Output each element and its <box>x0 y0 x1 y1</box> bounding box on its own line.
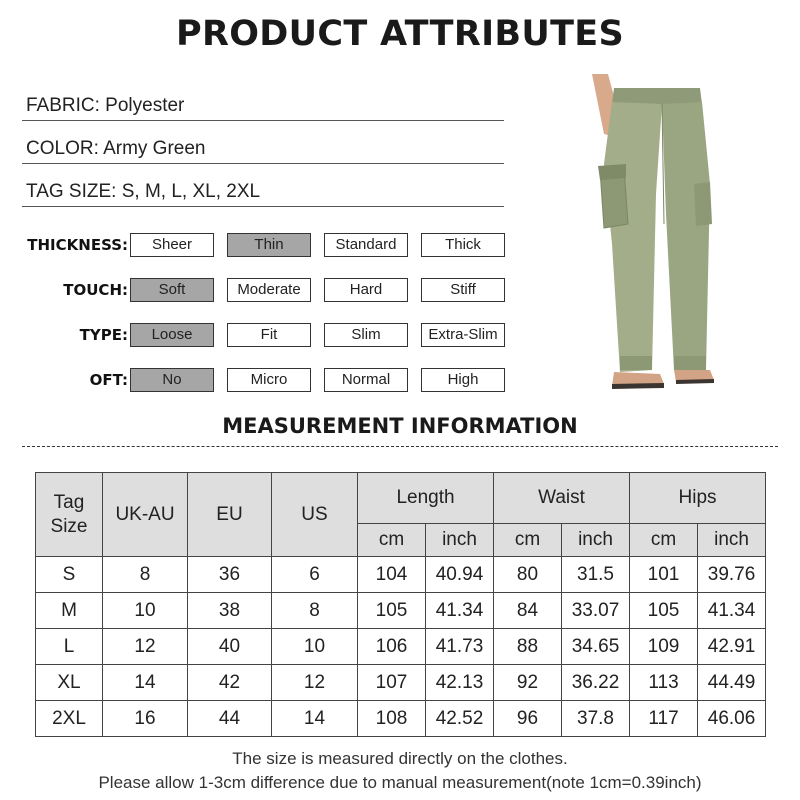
table-row <box>36 701 766 737</box>
table-cell: 42.91 <box>698 629 766 665</box>
fabric-text: FABRIC: Polyester <box>26 95 185 116</box>
cargo-pocket-flap <box>598 164 626 180</box>
table-row <box>36 557 766 593</box>
table-cell: 10 <box>272 629 358 665</box>
table-cell: 44.49 <box>698 665 766 701</box>
waistband <box>612 88 702 104</box>
table-cell: 41.34 <box>698 593 766 629</box>
table-cell: 40.94 <box>426 557 494 593</box>
table-cell: 105 <box>358 593 426 629</box>
header-cm: cm <box>630 524 698 557</box>
header-us: US <box>272 473 358 557</box>
sandal <box>612 383 664 389</box>
dashed-divider <box>22 446 778 447</box>
left-hem <box>620 356 652 370</box>
table-cell: 108 <box>358 701 426 737</box>
oft-label: OFT: <box>89 371 128 389</box>
header-waist: Waist <box>494 473 630 524</box>
table-cell: 34.65 <box>562 629 630 665</box>
table-cell: M <box>36 593 103 629</box>
table-cell: 113 <box>630 665 698 701</box>
right-hem <box>674 356 706 370</box>
table-cell: 101 <box>630 557 698 593</box>
table-cell: 16 <box>103 701 188 737</box>
table-cell: 106 <box>358 629 426 665</box>
table-cell: 36 <box>188 557 272 593</box>
table-cell: 6 <box>272 557 358 593</box>
touch-option: Soft <box>130 278 214 302</box>
oft-row <box>0 368 520 392</box>
type-option: Loose <box>130 323 214 347</box>
table-cell: 2XL <box>36 701 103 737</box>
type-option: Slim <box>324 323 408 347</box>
touch-row <box>0 278 520 302</box>
table-cell: 8 <box>272 593 358 629</box>
note-line-1: The size is measured directly on the clothes. <box>232 749 568 768</box>
header-inch: inch <box>426 524 494 557</box>
table-cell: 80 <box>494 557 562 593</box>
oft-option: Micro <box>227 368 311 392</box>
oft-option: No <box>130 368 214 392</box>
table-cell: 41.34 <box>426 593 494 629</box>
table-cell: 105 <box>630 593 698 629</box>
divider <box>22 163 504 164</box>
thickness-option: Thick <box>421 233 505 257</box>
table-cell: 44 <box>188 701 272 737</box>
table-cell: 84 <box>494 593 562 629</box>
type-row <box>0 323 520 347</box>
type-option: Extra-Slim <box>421 323 505 347</box>
table-cell: 12 <box>272 665 358 701</box>
table-cell: XL <box>36 665 103 701</box>
fabric-attribute <box>22 92 504 121</box>
note-line-2: Please allow 1-3cm difference due to manual measurement(note 1cm=0.39inch) <box>98 773 702 792</box>
left-leg <box>604 102 662 372</box>
table-row <box>36 593 766 629</box>
header-tag-size: Tag Size <box>36 473 103 557</box>
tag-size-text: TAG SIZE: S, M, L, XL, 2XL <box>26 181 261 202</box>
right-leg <box>662 102 710 370</box>
table-cell: 92 <box>494 665 562 701</box>
touch-option: Moderate <box>227 278 311 302</box>
header-inch: inch <box>562 524 630 557</box>
color-text: COLOR: Army Green <box>26 138 206 159</box>
table-cell: 88 <box>494 629 562 665</box>
table-cell: 107 <box>358 665 426 701</box>
table-cell: 12 <box>103 629 188 665</box>
thickness-option: Standard <box>324 233 408 257</box>
table-cell: 8 <box>103 557 188 593</box>
table-cell: 39.76 <box>698 557 766 593</box>
type-option: Fit <box>227 323 311 347</box>
table-cell: 117 <box>630 701 698 737</box>
table-cell: S <box>36 557 103 593</box>
thickness-option: Thin <box>227 233 311 257</box>
header-hips: Hips <box>630 473 766 524</box>
table-row <box>36 629 766 665</box>
table-cell: 42 <box>188 665 272 701</box>
header-length: Length <box>358 473 494 524</box>
page-title: PRODUCT ATTRIBUTES <box>176 14 624 54</box>
color-attribute <box>22 135 504 164</box>
header-cm: cm <box>358 524 426 557</box>
table-cell: 14 <box>272 701 358 737</box>
table-cell: 96 <box>494 701 562 737</box>
measurement-title: MEASUREMENT INFORMATION <box>222 414 578 438</box>
table-cell: 37.8 <box>562 701 630 737</box>
touch-option: Stiff <box>421 278 505 302</box>
tag-size-attribute <box>22 178 504 207</box>
divider <box>22 206 504 207</box>
divider <box>22 120 504 121</box>
table-cell: 41.73 <box>426 629 494 665</box>
thickness-label: THICKNESS: <box>27 236 128 254</box>
type-label: TYPE: <box>79 326 128 344</box>
table-cell: 10 <box>103 593 188 629</box>
table-cell: 104 <box>358 557 426 593</box>
oft-option: High <box>421 368 505 392</box>
thickness-option: Sheer <box>130 233 214 257</box>
size-table <box>35 472 766 737</box>
thickness-row <box>0 233 520 257</box>
product-photo <box>578 74 718 392</box>
table-row <box>36 665 766 701</box>
table-cell: 33.07 <box>562 593 630 629</box>
header-eu: EU <box>188 473 272 557</box>
side-pocket <box>694 182 712 226</box>
table-cell: 42.13 <box>426 665 494 701</box>
table-cell: 40 <box>188 629 272 665</box>
table-cell: 109 <box>630 629 698 665</box>
table-cell: 31.5 <box>562 557 630 593</box>
touch-option: Hard <box>324 278 408 302</box>
header-inch: inch <box>698 524 766 557</box>
header-cm: cm <box>494 524 562 557</box>
table-cell: 38 <box>188 593 272 629</box>
table-cell: L <box>36 629 103 665</box>
header-uk-au: UK-AU <box>103 473 188 557</box>
oft-option: Normal <box>324 368 408 392</box>
table-cell: 46.06 <box>698 701 766 737</box>
table-cell: 14 <box>103 665 188 701</box>
table-cell: 42.52 <box>426 701 494 737</box>
table-cell: 36.22 <box>562 665 630 701</box>
touch-label: TOUCH: <box>63 281 128 299</box>
